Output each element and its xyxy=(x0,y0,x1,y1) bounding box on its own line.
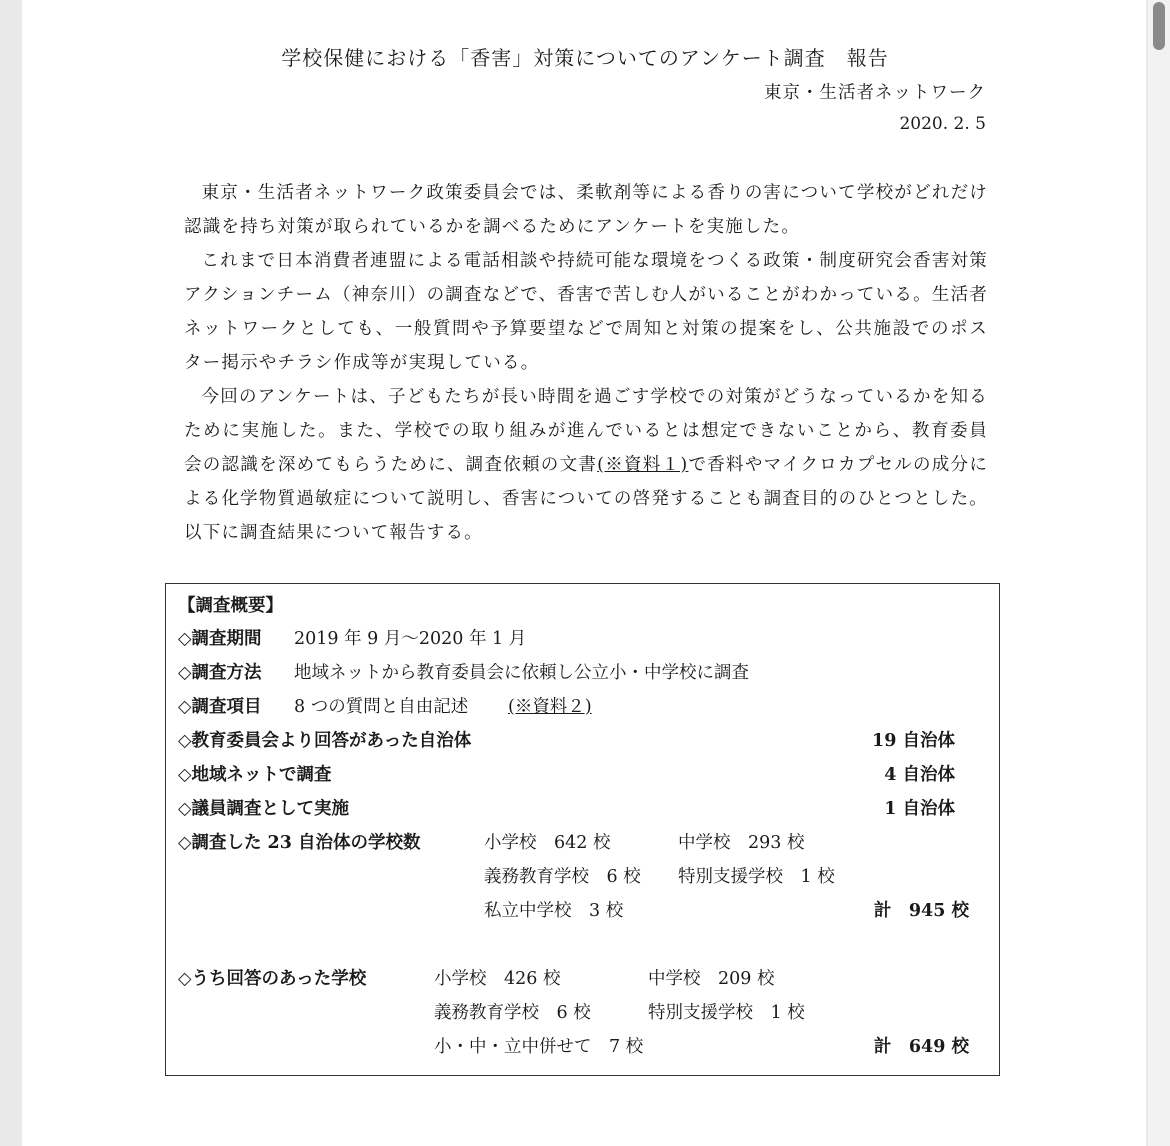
body-text xyxy=(184,176,988,550)
reference-link-2[interactable]: (※資料２) xyxy=(508,697,592,717)
paragraph-3-text-a: 今回のアンケートは、子どもたちが長い時間を過ごす学校での対策がどうなっているかを知るために実施した。また、学校での取り組みが進んでいるとは想定できないことから、教育委員会の認識を深めてもらうために、調査依頼の文書 xyxy=(184,387,988,475)
responded-compulsory: 義務教育学校 6 校 xyxy=(434,1003,591,1023)
paragraph-3-text-b: で香料やマイクロカプセルの成分による化学物質過敏症について説明し、香害についての啓発することも調査目的のひとつとした。以下に調査結果について報告する。 xyxy=(184,455,989,543)
paragraph-3 xyxy=(184,380,988,550)
responded-total: 計 649 校 xyxy=(873,1037,969,1057)
schools-private: 私立中学校 3 校 xyxy=(484,901,624,921)
responded-special: 特別支援学校 1 校 xyxy=(648,1003,805,1023)
paragraph-1: 東京・生活者ネットワーク政策委員会では、柔軟剤等による香りの害について学校がどれだけ認識を持ち対策が取られているかを調べるためにアンケートを実施した。 xyxy=(184,183,988,237)
reference-link-1[interactable]: (※資料１) xyxy=(597,455,689,475)
method-value: 地域ネットから教育委員会に依頼し公立小・中学校に調査 xyxy=(294,663,749,683)
items-label: ◇調査項目 xyxy=(178,697,262,717)
document-title: 学校保健における「香害」対策についてのアンケート調査 報告 xyxy=(281,46,889,70)
responded-label: ◇うち回答のあった学校 xyxy=(178,969,367,989)
schools-elementary: 小学校 642 校 xyxy=(484,833,611,853)
schools-junior: 中学校 293 校 xyxy=(678,833,805,853)
responded-elementary: 小学校 426 校 xyxy=(434,969,561,989)
period-value: 2019 年 9 月～2020 年 1 月 xyxy=(294,629,527,649)
survey-summary-box xyxy=(165,583,1000,1076)
board-count: 19 自治体 xyxy=(872,731,955,751)
local-label: ◇地域ネットで調査 xyxy=(178,765,332,785)
responded-combined: 小・中・立中併せて 7 校 xyxy=(434,1037,644,1057)
vertical-scrollbar[interactable] xyxy=(1148,0,1170,1146)
scrollbar-thumb[interactable] xyxy=(1153,2,1165,50)
council-label: ◇議員調査として実施 xyxy=(178,799,349,819)
responded-junior: 中学校 209 校 xyxy=(648,969,775,989)
method-label: ◇調査方法 xyxy=(178,663,262,683)
paragraph-2: これまで日本消費者連盟による電話相談や持続可能な環境をつくる政策・制度研究会香害対策アクションチーム（神奈川）の調査などで、香害で苦しむ人がいることがわかっている。生活者ネットワークとしても、一般質問や予算要望などで周知と対策の提案をし、公共施設でのポスター掲示やチラシ作成等が実現している。 xyxy=(184,251,988,373)
document-date: 2020. 2. 5 xyxy=(899,114,986,134)
schools-label: ◇調査した 23 自治体の学校数 xyxy=(178,833,421,853)
summary-heading: 【調査概要】 xyxy=(178,596,283,616)
schools-total: 計 945 校 xyxy=(873,901,969,921)
items-value: 8 つの質問と自由記述 xyxy=(294,697,469,717)
board-label: ◇教育委員会より回答があった自治体 xyxy=(178,731,472,751)
local-count: 4 自治体 xyxy=(884,765,955,785)
council-count: 1 自治体 xyxy=(884,799,955,819)
schools-special: 特別支援学校 1 校 xyxy=(678,867,835,887)
organization-name: 東京・生活者ネットワーク xyxy=(764,83,986,103)
schools-compulsory: 義務教育学校 6 校 xyxy=(484,867,641,887)
period-label: ◇調査期間 xyxy=(178,629,262,649)
